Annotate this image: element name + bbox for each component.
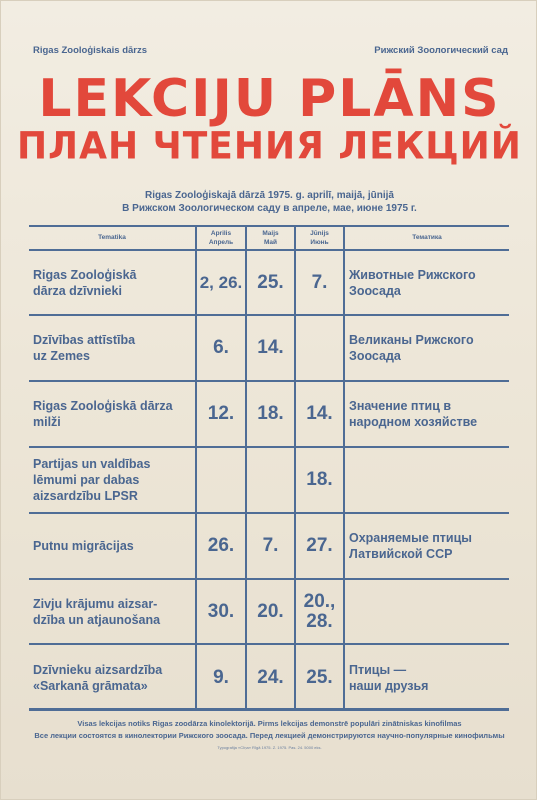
topic-line: Rigas Zooloģiskā bbox=[33, 267, 137, 282]
column-header-may-lv: Maijs bbox=[262, 230, 279, 237]
topic-line: Охраняемые птицы bbox=[349, 531, 472, 545]
topic-line: Zivju krājumu aizsar- bbox=[33, 596, 158, 611]
date-line: 30. bbox=[207, 600, 235, 622]
column-divider bbox=[195, 227, 197, 708]
subtitle-russian: В Рижском Зоологическом саду в апреле, мае, июне 1975 г. bbox=[122, 203, 417, 214]
column-header-april bbox=[197, 229, 245, 247]
lecture-table bbox=[29, 225, 509, 711]
row-divider bbox=[29, 512, 509, 514]
lecture-topic-lv bbox=[33, 456, 193, 504]
topic-line: dārza dzīvnieki bbox=[33, 283, 122, 298]
lecture-date-may bbox=[247, 404, 294, 424]
lecture-date-april bbox=[197, 602, 245, 622]
lecture-topic-lv bbox=[33, 662, 193, 694]
lecture-topic-lv bbox=[33, 538, 193, 554]
column-header-june bbox=[296, 229, 343, 247]
lecture-topic-ru bbox=[349, 530, 507, 562]
topic-line: milži bbox=[33, 415, 61, 429]
column-header-topic-lv: Tematika bbox=[98, 234, 126, 241]
column-divider bbox=[343, 227, 345, 708]
lecture-topic-ru bbox=[349, 662, 507, 694]
topic-line: uz Zemes bbox=[33, 349, 90, 363]
lecture-topic-lv bbox=[33, 398, 193, 430]
lecture-topic-ru bbox=[349, 332, 507, 364]
date-line: 20. bbox=[257, 600, 284, 622]
lecture-date-may bbox=[247, 602, 294, 622]
lecture-date-june bbox=[296, 592, 343, 632]
date-line: 14. bbox=[257, 337, 284, 358]
row-divider bbox=[29, 380, 509, 382]
date-line: 7. bbox=[311, 271, 328, 293]
title-latvian: LEKCIJU PLĀNS bbox=[38, 69, 501, 129]
topic-line: «Sarkanā grāmata» bbox=[33, 679, 148, 693]
topic-line: lēmumi par dabas bbox=[33, 473, 140, 487]
lecture-date-april bbox=[197, 668, 245, 688]
column-divider bbox=[294, 227, 296, 708]
column-header-june-lv: Jūnijs bbox=[310, 230, 329, 237]
row-divider bbox=[29, 643, 509, 645]
lecture-topic-ru bbox=[349, 267, 507, 299]
date-line: 18. bbox=[257, 403, 284, 424]
lecture-date-april bbox=[197, 404, 245, 424]
topic-line: народном хозяйстве bbox=[349, 415, 478, 429]
topic-line: Великаны Рижского bbox=[349, 333, 474, 347]
topic-line: наши друзья bbox=[349, 679, 429, 693]
topic-line: Rigas Zooloģiskā dārza bbox=[33, 399, 173, 413]
column-header-may bbox=[247, 229, 294, 247]
lecture-date-may bbox=[247, 668, 294, 688]
date-line: 25. bbox=[306, 667, 333, 688]
topic-line: aizsardzību LPSR bbox=[33, 489, 138, 503]
date-line: 27. bbox=[306, 535, 333, 556]
lecture-topic-ru bbox=[349, 398, 507, 430]
column-divider bbox=[245, 227, 247, 708]
topic-line: Putnu migrācijas bbox=[33, 539, 134, 553]
topic-line: Птицы — bbox=[349, 663, 407, 677]
column-header-may-ru: Май bbox=[263, 239, 278, 246]
lecture-date-june bbox=[296, 273, 343, 293]
printer-imprint: Typografija «Cīņa» Rīgā 1975. Z. 1975. Pas. 24. 5000 eks. bbox=[217, 745, 322, 750]
lecture-date-april bbox=[197, 273, 245, 293]
topic-line: Dzīvnieku aizsardzība bbox=[33, 663, 163, 677]
column-header-april-lv: Aprilis bbox=[210, 230, 232, 237]
footer-latvian: Visas lekcijas notiks Rigas zoodārza kinolektorijā. Pirms lekcijas demonstrē populāri zinātniskas kinofilmas bbox=[77, 719, 462, 728]
topic-line: dzība un atjaunošana bbox=[33, 612, 161, 627]
lecture-date-may bbox=[247, 338, 294, 358]
date-line: 9. bbox=[213, 667, 229, 688]
date-line: 25. bbox=[257, 271, 284, 293]
header-latvian: Rigas Zooloģiskais dārzs bbox=[33, 45, 148, 56]
row-divider bbox=[29, 578, 509, 580]
topic-line: Латвийской ССР bbox=[349, 547, 453, 561]
lecture-topic-lv bbox=[33, 267, 193, 299]
column-header-april-ru: Апрель bbox=[208, 239, 234, 246]
topic-line: Partijas un valdības bbox=[33, 457, 151, 471]
lecture-date-june bbox=[296, 404, 343, 424]
column-header-june-ru: Июнь bbox=[310, 239, 329, 246]
lecture-date-june bbox=[296, 470, 343, 490]
footer-russian: Все лекции состоятся в кинолектории Рижского зоосада. Перед лекцией демонстрируются научно-популярные кинофильмы bbox=[34, 731, 505, 740]
row-divider bbox=[29, 446, 509, 448]
date-line: 26. bbox=[207, 535, 235, 556]
lecture-date-may bbox=[247, 273, 294, 293]
column-header-topic-ru: Тематика bbox=[412, 234, 442, 241]
topic-line: Зоосада bbox=[349, 349, 401, 363]
row-divider bbox=[29, 249, 509, 251]
topic-line: Dzīvības attīstība bbox=[33, 333, 136, 347]
lecture-topic-lv bbox=[33, 332, 193, 364]
lecture-date-june bbox=[296, 668, 343, 688]
date-line: 2, 26. bbox=[199, 272, 243, 292]
topic-line: Значение птиц в bbox=[349, 399, 452, 413]
title-russian: ПЛАН ЧТЕНИЯ ЛЕКЦИЙ bbox=[17, 124, 522, 168]
subtitle-latvian: Rigas Zooloģiskajā dārzā 1975. g. aprilī, maijā, jūnijā bbox=[145, 190, 394, 201]
topic-line: Зоосада bbox=[349, 283, 401, 298]
date-line: 7. bbox=[262, 535, 279, 556]
header-russian: Рижский Зоологический сад bbox=[374, 45, 508, 56]
date-line: 18. bbox=[306, 469, 333, 490]
date-line: 14. bbox=[306, 403, 333, 424]
date-line: 20., bbox=[303, 590, 336, 612]
lecture-date-june bbox=[296, 536, 343, 556]
lecture-date-may bbox=[247, 536, 294, 556]
topic-line: Животные Рижского bbox=[349, 267, 476, 282]
lecture-topic-lv bbox=[33, 596, 193, 628]
lecture-date-april bbox=[197, 536, 245, 556]
lecture-date-april bbox=[197, 338, 245, 358]
date-line: 12. bbox=[207, 403, 235, 424]
date-line: 28. bbox=[306, 610, 333, 632]
date-line: 6. bbox=[213, 337, 229, 358]
date-line: 24. bbox=[257, 667, 284, 688]
row-divider bbox=[29, 314, 509, 316]
